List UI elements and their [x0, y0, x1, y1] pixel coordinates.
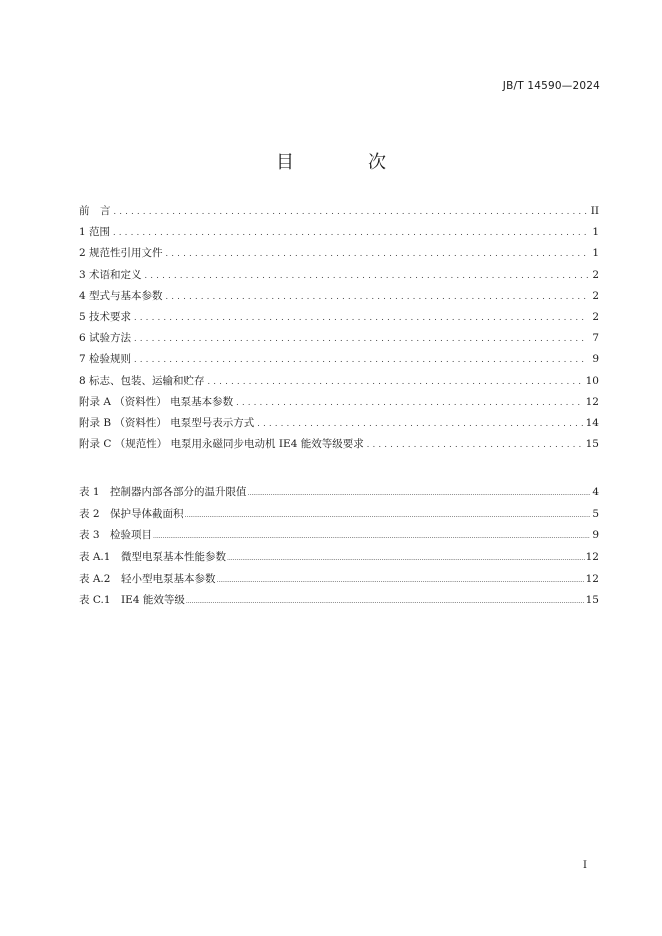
toc-table-entry-a2[interactable] — [79, 569, 599, 591]
toc-entry-page: 7 — [592, 332, 599, 345]
toc-entry-label: 2 规范性引用文件 — [79, 247, 163, 260]
toc-entry-annex-a[interactable] — [79, 392, 599, 413]
toc-entry-annex-b[interactable] — [79, 413, 599, 434]
toc-tables-list — [79, 482, 599, 612]
toc-entry-label: 表 A.1 微型电泵基本性能参数 — [79, 551, 226, 564]
toc-title: 目 次 — [276, 152, 414, 173]
toc-entry-inspection-rules[interactable] — [79, 349, 599, 370]
toc-entry-label: 附录 A （资料性） 电泵基本参数 — [79, 395, 234, 408]
dot-leader — [227, 547, 585, 570]
dot-leader — [134, 349, 588, 370]
dot-leader — [134, 307, 588, 328]
toc-entry-page: 12 — [585, 395, 599, 408]
toc-entry-page: 1 — [592, 226, 599, 239]
dot-leader — [134, 328, 588, 349]
toc-table-entry-3[interactable] — [79, 525, 599, 547]
toc-entry-terms[interactable] — [79, 265, 599, 286]
toc-entry-normative-references[interactable] — [79, 243, 599, 264]
toc-entry-label: 表 A.2 轻小型电泵基本参数 — [79, 572, 216, 585]
toc-entry-page: 1 — [592, 247, 599, 260]
toc-entry-page: 9 — [592, 353, 599, 366]
document-code: JB/T 14590—2024 — [502, 80, 600, 92]
toc-entry-label: 1 范围 — [79, 226, 111, 239]
dot-leader — [257, 413, 582, 434]
dot-leader — [113, 222, 588, 243]
toc-entry-page: 10 — [585, 374, 599, 387]
toc-table-entry-1[interactable] — [79, 482, 599, 504]
toc-entry-label: 3 术语和定义 — [79, 268, 142, 281]
toc-entry-page: 5 — [592, 507, 599, 520]
dot-leader — [367, 434, 583, 455]
toc-entry-page: 14 — [585, 416, 599, 429]
toc-entry-label: 表 1 控制器内部各部分的温升限值 — [79, 486, 247, 498]
toc-entry-types-parameters[interactable] — [79, 286, 599, 307]
toc-entry-marking-packaging[interactable] — [79, 371, 599, 392]
toc-entry-page: 15 — [585, 594, 599, 607]
toc-entry-technical-requirements[interactable] — [79, 307, 599, 328]
toc-entry-page: 4 — [592, 486, 599, 498]
toc-entry-page: 15 — [585, 438, 599, 451]
toc-entry-label: 表 C.1 IE4 能效等级 — [79, 594, 185, 607]
dot-leader — [166, 286, 588, 307]
toc-entry-label: 8 标志、包装、运输和贮存 — [79, 374, 205, 387]
toc-entry-page: 2 — [592, 310, 599, 323]
dot-leader — [186, 590, 585, 613]
dot-leader — [208, 371, 583, 392]
dot-leader — [236, 392, 583, 413]
dot-leader — [216, 569, 584, 592]
toc-entry-label: 表 3 检验项目 — [79, 529, 153, 542]
toc-entry-foreword[interactable] — [79, 201, 599, 222]
dot-leader — [114, 201, 588, 222]
toc-table-entry-c1[interactable] — [79, 590, 599, 612]
toc-sections-list — [79, 201, 599, 455]
page-number: I — [583, 860, 587, 871]
toc-entry-label: 表 2 保护导体截面积 — [79, 507, 184, 520]
toc-entry-label: 7 检验规则 — [79, 353, 132, 366]
dot-leader — [145, 265, 588, 286]
toc-entry-label: 附录 B （资料性） 电泵型号表示方式 — [79, 416, 255, 429]
toc-entry-scope[interactable] — [79, 222, 599, 243]
toc-entry-label: 附录 C （规范性） 电泵用永磁同步电动机 IE4 能效等级要求 — [79, 438, 364, 451]
toc-entry-page: 2 — [592, 268, 599, 281]
toc-entry-test-methods[interactable] — [79, 328, 599, 349]
toc-entry-page: 12 — [585, 572, 599, 585]
toc-table-entry-a1[interactable] — [79, 547, 599, 569]
dot-leader — [248, 482, 590, 505]
dot-leader — [185, 504, 590, 527]
toc-table-entry-2[interactable] — [79, 504, 599, 526]
toc-entry-page: 2 — [592, 289, 599, 302]
toc-entry-label: 前 言 — [79, 205, 111, 217]
dot-leader — [166, 243, 588, 264]
toc-entry-annex-c[interactable] — [79, 434, 599, 455]
dot-leader — [153, 525, 590, 548]
toc-entry-label: 6 试验方法 — [79, 332, 132, 345]
toc-entry-label: 4 型式与基本参数 — [79, 289, 163, 302]
toc-entry-page: II — [590, 205, 599, 217]
toc-entry-page: 12 — [585, 551, 599, 564]
toc-entry-label: 5 技术要求 — [79, 310, 132, 323]
toc-entry-page: 9 — [592, 529, 599, 542]
